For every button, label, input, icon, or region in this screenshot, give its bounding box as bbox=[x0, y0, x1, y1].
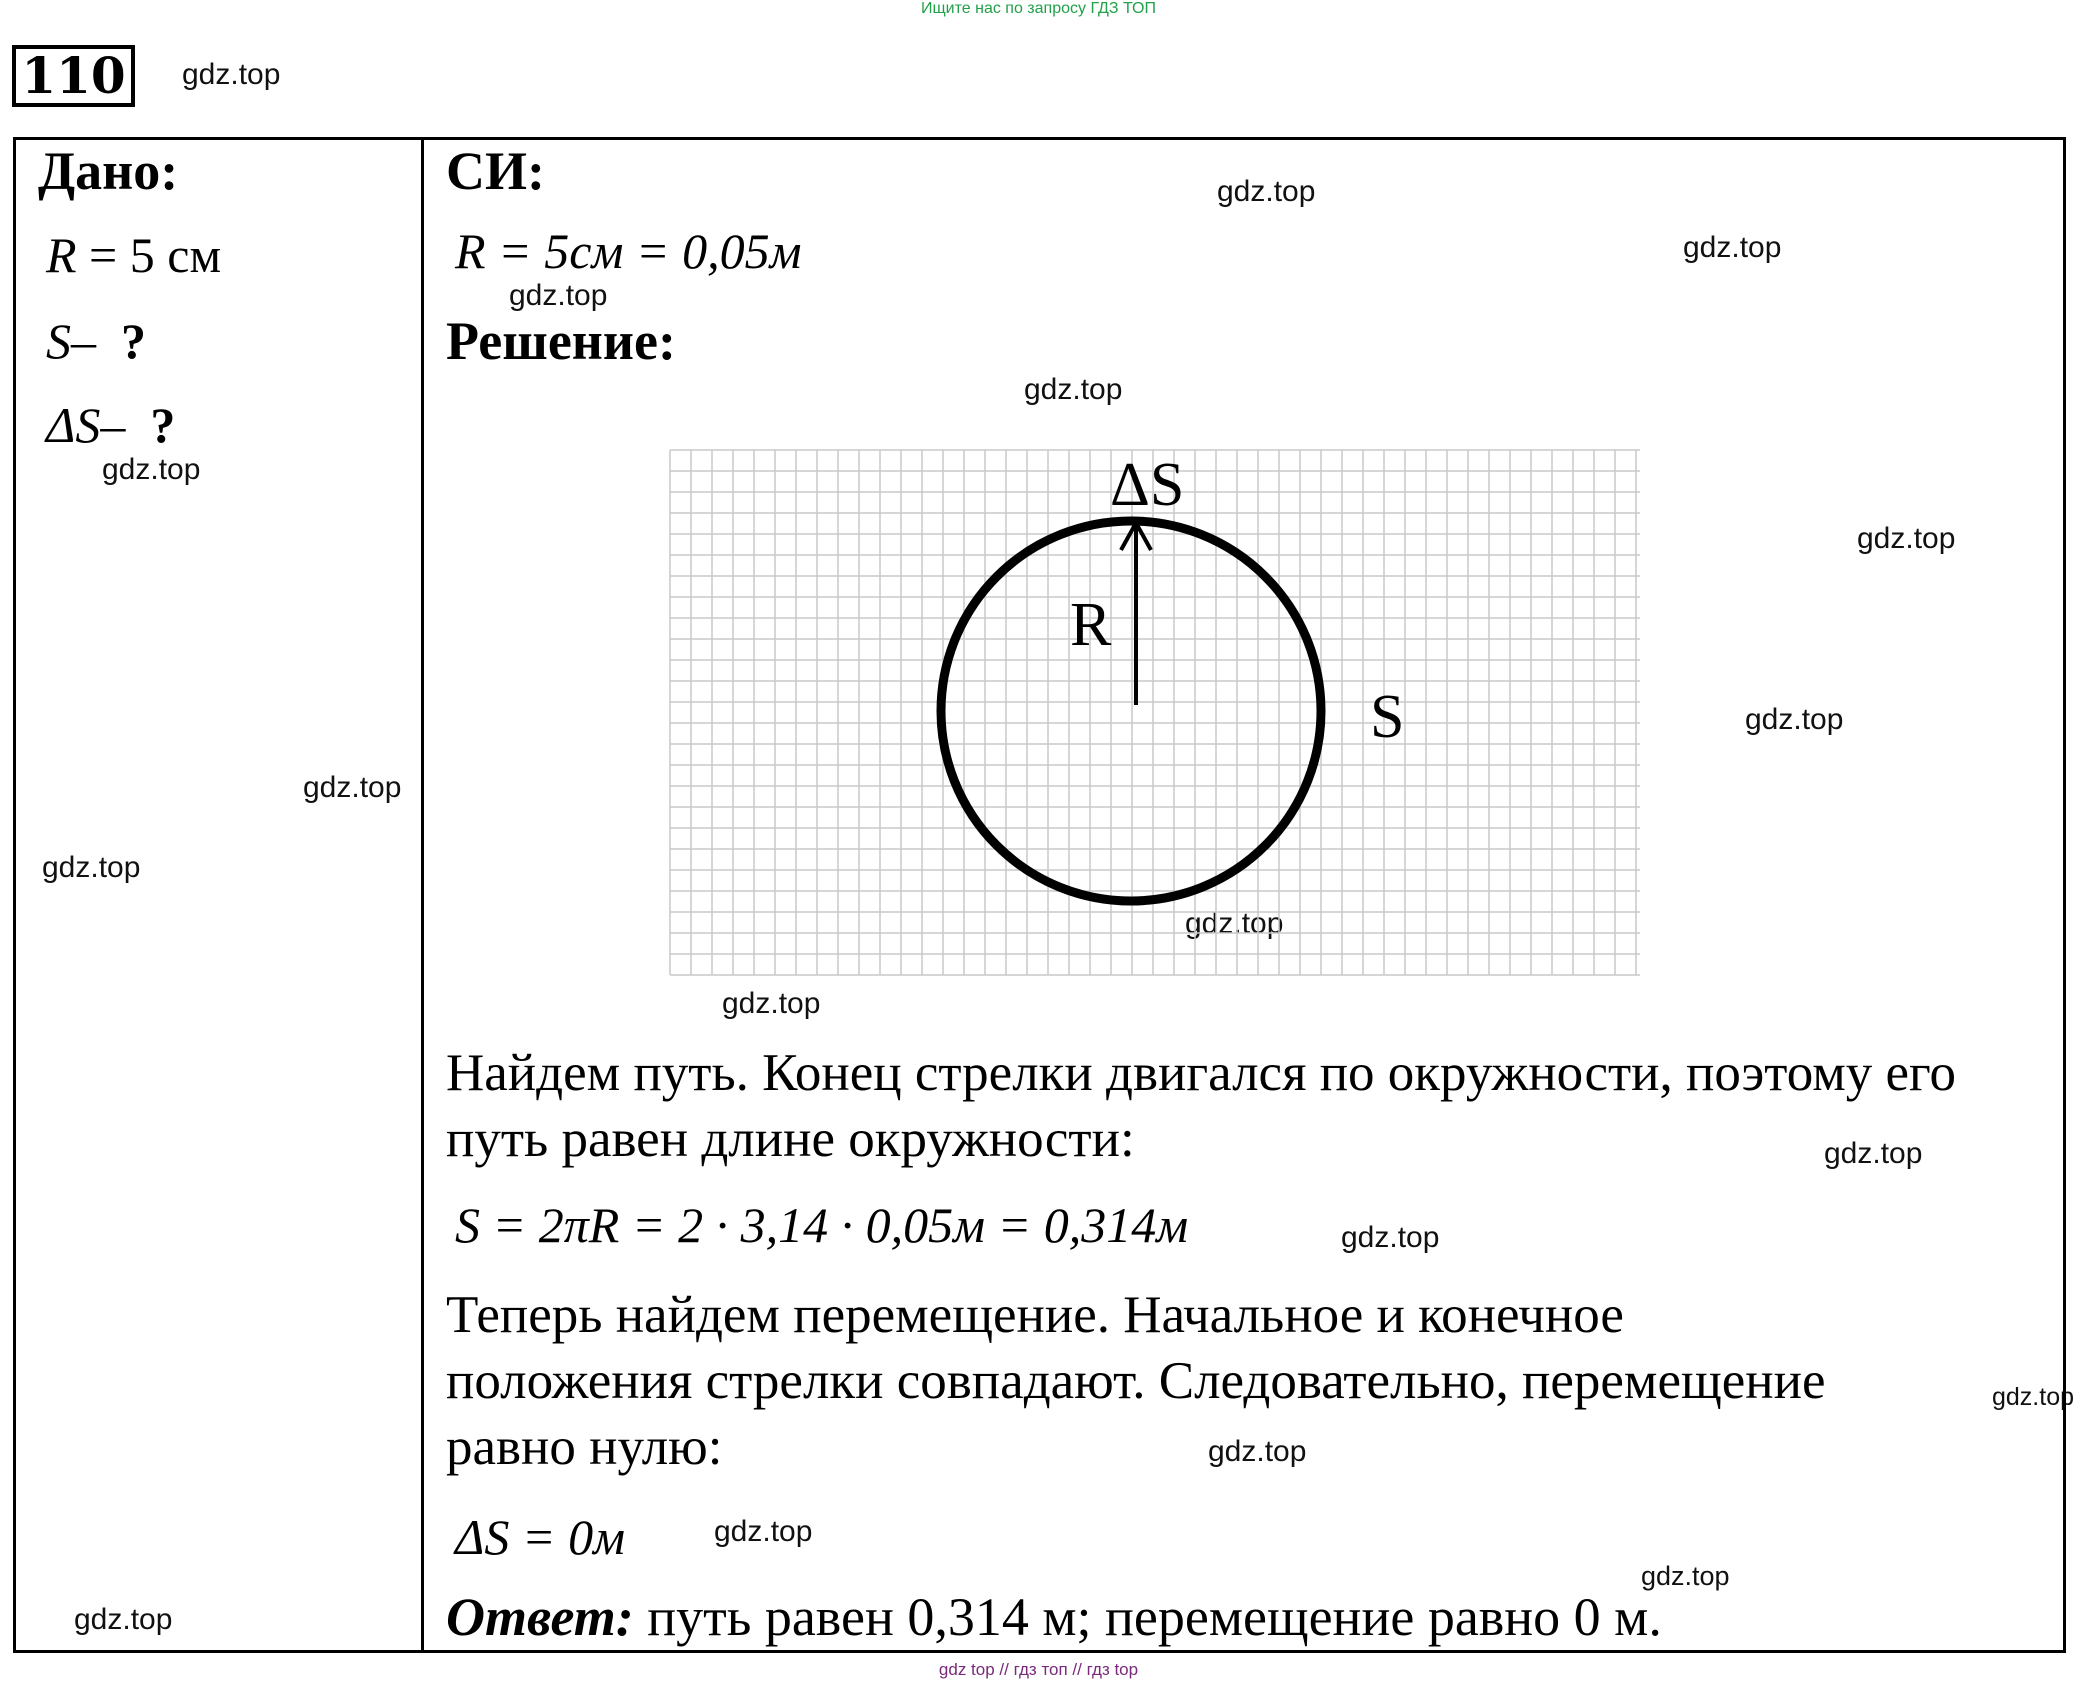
given-path-unknown: S– ? bbox=[46, 313, 146, 369]
answer-text: путь равен 0,314 м; перемещение равно 0 м. bbox=[633, 1587, 1662, 1647]
watermark: gdz.top bbox=[1341, 1221, 1440, 1254]
watermark: gdz.top bbox=[1641, 1561, 1730, 1591]
watermark: gdz.top bbox=[714, 1515, 813, 1548]
si-heading: СИ: bbox=[446, 141, 545, 201]
paragraph-displacement-1: Теперь найдем перемещение. Начальное и конечное bbox=[446, 1286, 1624, 1344]
si-formula: R = 5см = 0,05м bbox=[455, 223, 802, 279]
paragraph-displacement-3: равно нулю: bbox=[446, 1418, 723, 1476]
watermark: gdz.top bbox=[74, 1603, 173, 1636]
watermark: gdz.top bbox=[182, 58, 281, 91]
watermark: gdz.top bbox=[1857, 522, 1956, 555]
label-delta-s: ΔS bbox=[1110, 451, 1185, 519]
given-radius: R = 5 см bbox=[46, 227, 222, 283]
given-heading: Дано: bbox=[38, 141, 179, 201]
watermark: gdz.top bbox=[1992, 1383, 2075, 1411]
watermark: gdz.top bbox=[1745, 703, 1844, 736]
watermark: gdz.top bbox=[1824, 1137, 1923, 1170]
watermark: gdz.top bbox=[1024, 373, 1123, 406]
paragraph-displacement-2: положения стрелки совпадают. Следовательно, перемещение bbox=[446, 1352, 1826, 1410]
problem-number: 110 bbox=[12, 45, 135, 107]
top-banner[interactable]: Ищите нас по запросу ГДЗ ТОП bbox=[921, 0, 1156, 17]
label-s: S bbox=[1370, 683, 1405, 751]
column-divider bbox=[421, 137, 424, 1653]
watermark: gdz.top bbox=[722, 987, 821, 1020]
circle-path bbox=[941, 521, 1321, 901]
watermark: gdz.top bbox=[1217, 175, 1316, 208]
watermark: gdz.top bbox=[42, 851, 141, 884]
answer bbox=[446, 1586, 1662, 1648]
answer-label: Ответ: bbox=[446, 1587, 634, 1647]
formula-path: S = 2πR = 2 · 3,14 · 0,05м = 0,314м bbox=[455, 1197, 1189, 1253]
paragraph-path: Найдем путь. Конец стрелки двигался по окружности, поэтому его путь равен длине окружности: bbox=[446, 1044, 1956, 1168]
footer-links[interactable]: gdz top // гдз топ // гдз top bbox=[938, 1660, 1139, 1679]
watermark: gdz.top bbox=[102, 453, 201, 486]
given-displacement-unknown: ΔS– ? bbox=[46, 397, 176, 453]
watermark: gdz.top bbox=[1185, 907, 1284, 940]
watermark: gdz.top bbox=[509, 279, 608, 312]
circle-diagram bbox=[640, 445, 1670, 1010]
watermark: gdz.top bbox=[1683, 231, 1782, 264]
label-r: R bbox=[1070, 591, 1112, 659]
solution-heading: Решение: bbox=[446, 311, 676, 371]
watermark: gdz.top bbox=[303, 771, 402, 804]
watermark: gdz.top bbox=[1208, 1435, 1307, 1468]
formula-displacement: ΔS = 0м bbox=[455, 1509, 625, 1565]
